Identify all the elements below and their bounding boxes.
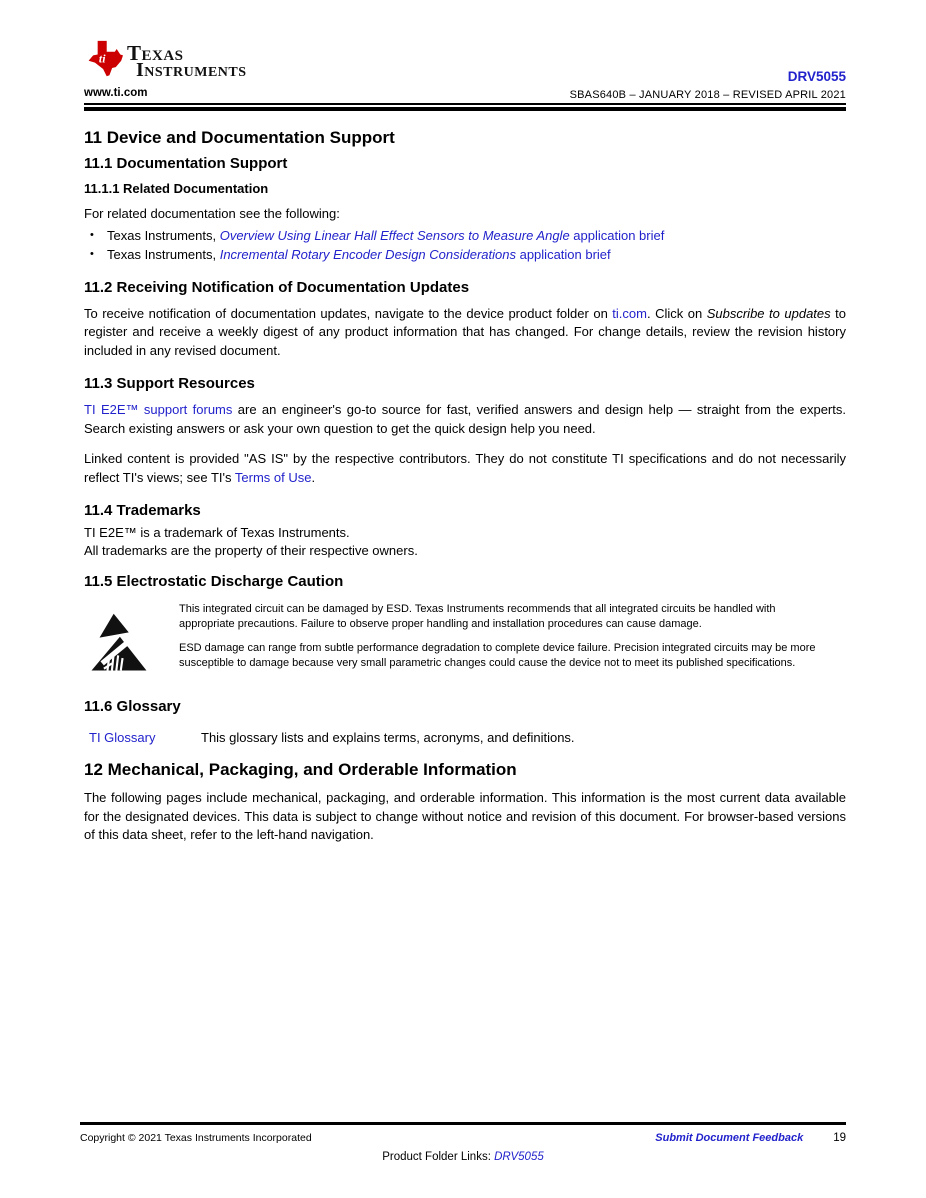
section-11-3-heading: 11.3 Support Resources [84,375,255,392]
text-segment: Linked content is provided "AS IS" by the respective contributors. They do not constitute TI specifications and do not necessarily reflect TI's views; see TI's [84,451,846,485]
page-number: 19 [833,1132,846,1144]
list-item [84,245,846,264]
related-doc-intro: For related documentation see the following: [84,206,340,221]
text-segment: to register and receive a weekly digest of any product information that has changed. For change details, review the revision history included in any revised document. [84,305,846,358]
section-11-2-heading: 11.2 Receiving Notification of Documentation Updates [84,278,470,296]
esd-paragraph-2: ESD damage can range from subtle performance degradation to complete device failure. Precision integrated circuits may be more susceptible to damage because very small parametric changes could cause the device not to meet its published specifications. [179,642,816,669]
wordmark-line1: Texas [127,41,184,65]
text-segment: . [311,469,316,485]
esd-caution-icon [84,602,158,680]
ti-website-link[interactable]: www.ti.com [84,87,148,99]
wordmark-line2: Instruments [136,59,247,81]
list-item-text [107,226,664,245]
footer-right [655,1132,846,1144]
subscribe-to-updates-text: Subscribe to updates [706,305,831,321]
ti-wordmark [127,41,247,81]
support-paragraph-1 [84,401,846,438]
text-segment: To receive notification of documentation updates, navigate to the device product folder on [84,305,613,321]
text-segment: are an engineer's go-to source for fast, verified answers and design help — straight from the experts. Search existing answers or ask your own question to get the quick design help you need. [84,402,846,436]
product-folder-link[interactable]: DRV5055 [494,1151,544,1163]
section-11-1-1-heading: 11.1.1 Related Documentation [84,181,269,196]
svg-text:ti: ti [98,52,106,66]
esd-paragraph-1: This integrated circuit can be damaged by ESD. Texas Instruments recommends that all integrated circuits be handled with appropriate precautions. Failure to observe proper handling and installation procedures can cause damage. [179,603,776,630]
section-11-5-heading: 11.5 Electrostatic Discharge Caution [84,573,344,590]
ti-glossary-link[interactable]: TI Glossary [89,730,156,745]
ti-com-link[interactable]: ti.com [612,305,647,321]
header-rule-thin [84,103,846,105]
footer-rule [80,1122,846,1125]
terms-of-use-link[interactable]: Terms of Use [234,469,312,485]
app-brief-link-hall-angle[interactable] [220,228,665,243]
app-brief-link-rotary-encoder[interactable] [220,247,611,262]
text-segment: . Click on [646,305,707,321]
bullet-icon: • [90,228,94,241]
glossary-row [84,729,846,747]
notification-paragraph [84,305,846,361]
product-folder-row [80,1151,846,1163]
page-content [84,0,846,845]
doc-title-italic: Overview Using Linear Hall Effect Sensors to Measure Angle [219,227,570,243]
document-revision-info: SBAS640B – JANUARY 2018 – REVISED APRIL 2021 [569,89,846,101]
trademark-line-2: All trademarks are the property of their respective owners. [84,543,418,558]
bullet-icon: • [90,247,94,260]
text-segment: Texas Instruments, [107,227,220,243]
doc-title-italic: Incremental Rotary Encoder Design Considerations [219,246,516,262]
glossary-description: This glossary lists and explains terms, acronyms, and definitions. [201,730,575,745]
esd-caution-block [84,602,846,680]
part-number-link[interactable]: DRV5055 [787,69,846,84]
list-item [84,226,846,245]
trademark-lines [84,524,846,560]
submit-feedback-link[interactable]: Submit Document Feedback [655,1132,804,1144]
page-footer [80,1122,846,1163]
product-folder-label: Product Folder Links: [382,1151,495,1163]
list-item-text [107,245,611,264]
header-right [570,68,846,101]
mechanical-paragraph: The following pages include mechanical, packaging, and orderable information. This information is the most current data available for the designated devices. This data is subject to change without notice and revision of this document. For browser-based versions of this data sheet, refer to the left-hand navigation. [84,790,846,842]
text-segment: Texas Instruments, [107,246,220,262]
copyright-text: Copyright © 2021 Texas Instruments Incorporated [80,1132,312,1144]
e2e-support-forums-link[interactable]: TI E2E™ support forums [84,402,233,417]
ti-logo [84,40,247,83]
section-12-heading: 12 Mechanical, Packaging, and Orderable Information [84,760,517,779]
doc-type-text: application brief [515,246,611,262]
section-11-heading: 11 Device and Documentation Support [84,128,395,147]
related-doc-list [84,226,846,264]
ti-texas-state-logo-icon [84,40,124,83]
esd-caution-text [179,602,831,680]
header-left [84,40,247,101]
footer-row [80,1132,846,1144]
support-paragraph-2 [84,450,846,487]
page-header [84,0,846,101]
trademark-line-1: TI E2E™ is a trademark of Texas Instruments. [84,525,350,540]
doc-type-text: application brief [569,227,665,243]
header-rule-thick [84,107,846,111]
section-11-6-heading: 11.6 Glossary [84,698,181,715]
section-11-4-heading: 11.4 Trademarks [84,502,201,519]
section-11-1-heading: 11.1 Documentation Support [84,155,288,172]
